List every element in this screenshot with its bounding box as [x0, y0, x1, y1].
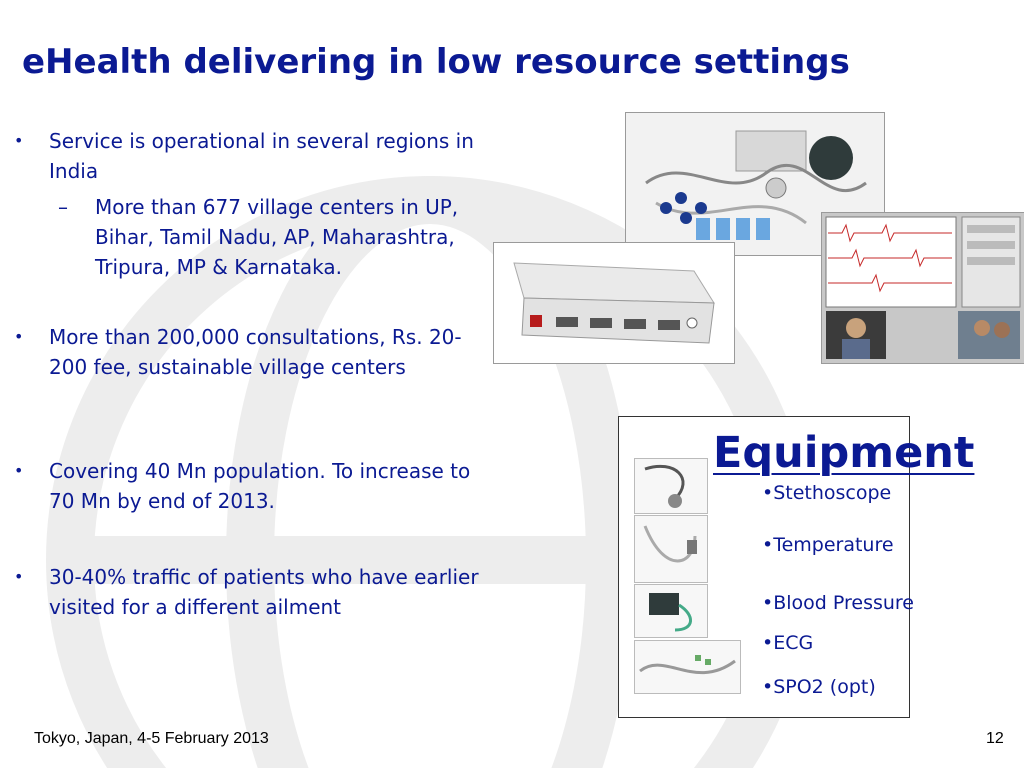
- temperature-probe-thumbnail: [634, 515, 708, 583]
- blood-pressure-thumbnail: [634, 584, 708, 638]
- equipment-item-blood-pressure: •Blood Pressure: [762, 592, 914, 614]
- software-screen-photo: [821, 212, 1024, 364]
- bullet-text: More than 200,000 consultations, Rs. 20-200 fee, sustainable village centers: [49, 325, 462, 379]
- equipment-item-ecg: •ECG: [762, 632, 814, 654]
- sub-bullet-text: More than 677 village centers in UP, Bihar, Tamil Nadu, AP, Maharashtra, Tripura, MP & Karnataka.: [95, 195, 459, 279]
- bullet-text: Service is operational in several regions in India: [49, 129, 474, 183]
- equipment-item-stethoscope: •Stethoscope: [762, 482, 892, 504]
- footer-location: Tokyo, Japan, 4-5 February 2013: [34, 730, 269, 747]
- equipment-item-temperature: •Temperature: [762, 534, 894, 556]
- bullet-text: Covering 40 Mn population. To increase to 70 Mn by end of 2013.: [49, 459, 471, 513]
- ecg-cable-thumbnail: [634, 640, 741, 694]
- page-number: 12: [986, 730, 1004, 747]
- bullet-marker: •: [14, 131, 24, 150]
- sub-bullet-marker: –: [58, 195, 68, 219]
- stethoscope-thumbnail: [634, 458, 708, 514]
- bullet-marker: •: [14, 461, 24, 480]
- bullet-text: 30-40% traffic of patients who have earlier visited for a different ailment: [49, 565, 479, 619]
- bullet-marker: •: [14, 567, 24, 586]
- equipment-title: Equipment: [713, 428, 975, 478]
- ecg-device-photo: [493, 242, 735, 364]
- bullet-marker: •: [14, 327, 24, 346]
- slide-title: eHealth delivering in low resource settings: [22, 42, 850, 82]
- equipment-item-spo2: •SPO2 (opt): [762, 676, 876, 698]
